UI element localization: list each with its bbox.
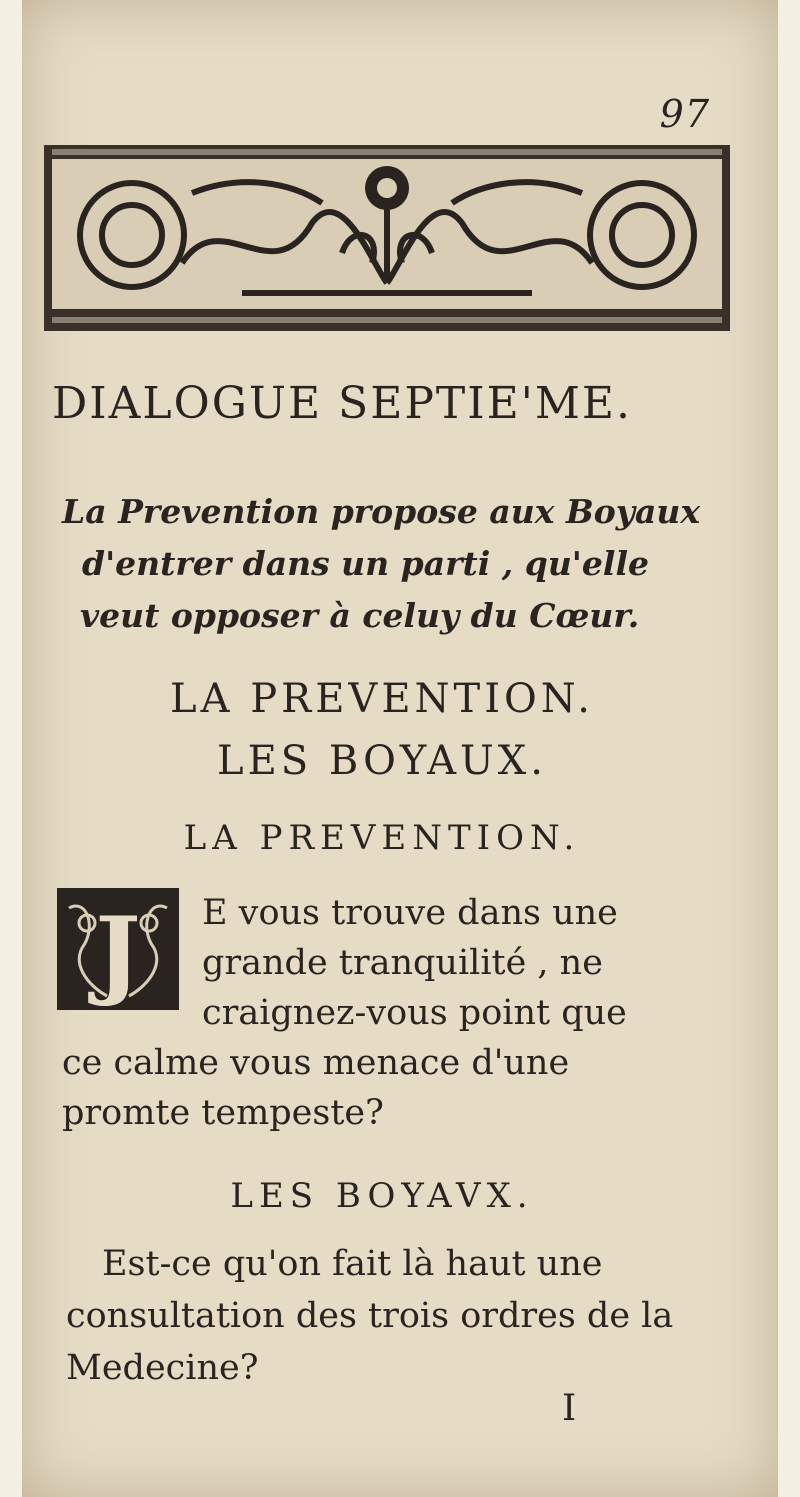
speech-line: Medecine? [66, 1348, 259, 1388]
speech-line: E vous trouve dans une [202, 893, 618, 933]
argument-line: veut opposer à celuy du Cœur. [80, 596, 640, 635]
dramatis-personae [82, 668, 682, 792]
speaker-heading-boyaux: LES BOYAVX. [230, 1176, 534, 1216]
speaker-name: LA PREVENTION. [170, 676, 594, 722]
argument-line: La Prevention propose aux Boyaux [62, 492, 700, 531]
page-number: 97 [659, 92, 710, 136]
dialogue-title: DIALOGUE SEPTIE'ME. [52, 378, 633, 429]
book-page [22, 0, 778, 1497]
speaker-heading-prevention: LA PREVENTION. [183, 818, 581, 858]
speech-line: ce calme vous menace d'une [62, 1043, 570, 1083]
signature-mark: I [562, 1388, 577, 1429]
speech-line: consultation des trois ordres de la [66, 1296, 674, 1336]
speech-line: grande tranquilité , ne [202, 943, 603, 983]
dialogue-argument [62, 486, 742, 642]
speech-prevention [62, 888, 702, 1138]
speaker-name: LES BOYAUX. [217, 738, 547, 784]
speech-line: Est-ce qu'on fait là haut une [102, 1244, 603, 1284]
speech-boyaux [66, 1238, 706, 1394]
ornamental-headpiece [42, 143, 732, 333]
svg-text:J: J [95, 896, 141, 1009]
speech-line: promte tempeste? [62, 1093, 384, 1133]
speech-line: craignez-vous point que [202, 993, 627, 1033]
argument-line: d'entrer dans un parti , qu'elle [82, 544, 649, 583]
